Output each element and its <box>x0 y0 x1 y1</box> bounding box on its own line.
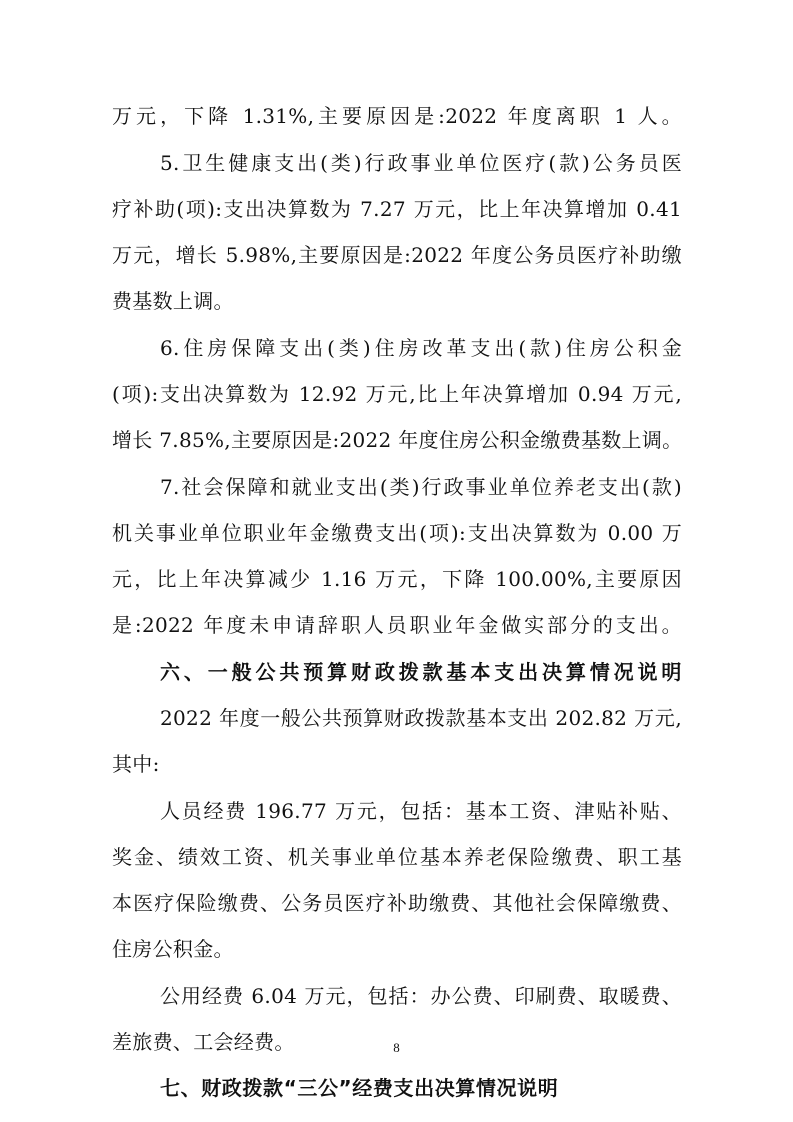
text-line: 疗补助(项):支出决算数为 7.27 万元，比上年决算增加 0.41 <box>112 197 682 221</box>
section-heading: 七、财政拨款“三公”经费支出决算情况说明 <box>160 1076 559 1100</box>
text-line: 公用经费 6.04 万元，包括：办公费、印刷费、取暖费、 <box>160 984 682 1008</box>
text-line: 增长 7.85%,主要原因是:2022 年度住房公积金缴费基数上调。 <box>112 428 683 452</box>
text-line: 6.住房保障支出(类)住房改革支出(款)住房公积金 <box>160 336 682 360</box>
page-number: 8 <box>393 1040 400 1055</box>
text-line: 万元，增长 5.98%,主要原因是:2022 年度公务员医疗补助缴 <box>112 243 682 267</box>
text-line: 2022 年度一般公共预算财政拨款基本支出 202.82 万元, <box>160 706 682 730</box>
text-line: 费基数上调。 <box>112 289 234 313</box>
text-line: 其中: <box>112 752 160 776</box>
text-line: 元，比上年决算减少 1.16 万元，下降 100.00%,主要原因 <box>112 567 682 591</box>
text-line: 机关事业单位职业年金缴费支出(项):支出决算数为 0.00 万 <box>112 521 682 545</box>
text-line: 7.社会保障和就业支出(类)行政事业单位养老支出(款) <box>160 475 682 499</box>
text-line: 5.卫生健康支出(类)行政事业单位医疗(款)公务员医 <box>160 151 682 175</box>
text-line: 是:2022 年度未申请辞职人员职业年金做实部分的支出。 <box>112 613 682 637</box>
text-line: 奖金、绩效工资、机关事业单位基本养老保险缴费、职工基 <box>112 845 682 869</box>
text-line: 住房公积金。 <box>112 937 234 961</box>
text-line: (项):支出决算数为 12.92 万元,比上年决算增加 0.94 万元, <box>112 382 682 406</box>
section-heading: 六、一般公共预算财政拨款基本支出决算情况说明 <box>160 660 682 684</box>
text-line: 人员经费 196.77 万元，包括：基本工资、津贴补贴、 <box>160 799 682 823</box>
text-line: 差旅费、工会经费。 <box>112 1030 295 1054</box>
text-line: 本医疗保险缴费、公务员医疗补助缴费、其他社会保障缴费、 <box>112 891 682 915</box>
text-line: 万元，下降 1.31%,主要原因是:2022 年度离职 1 人。 <box>112 104 682 128</box>
